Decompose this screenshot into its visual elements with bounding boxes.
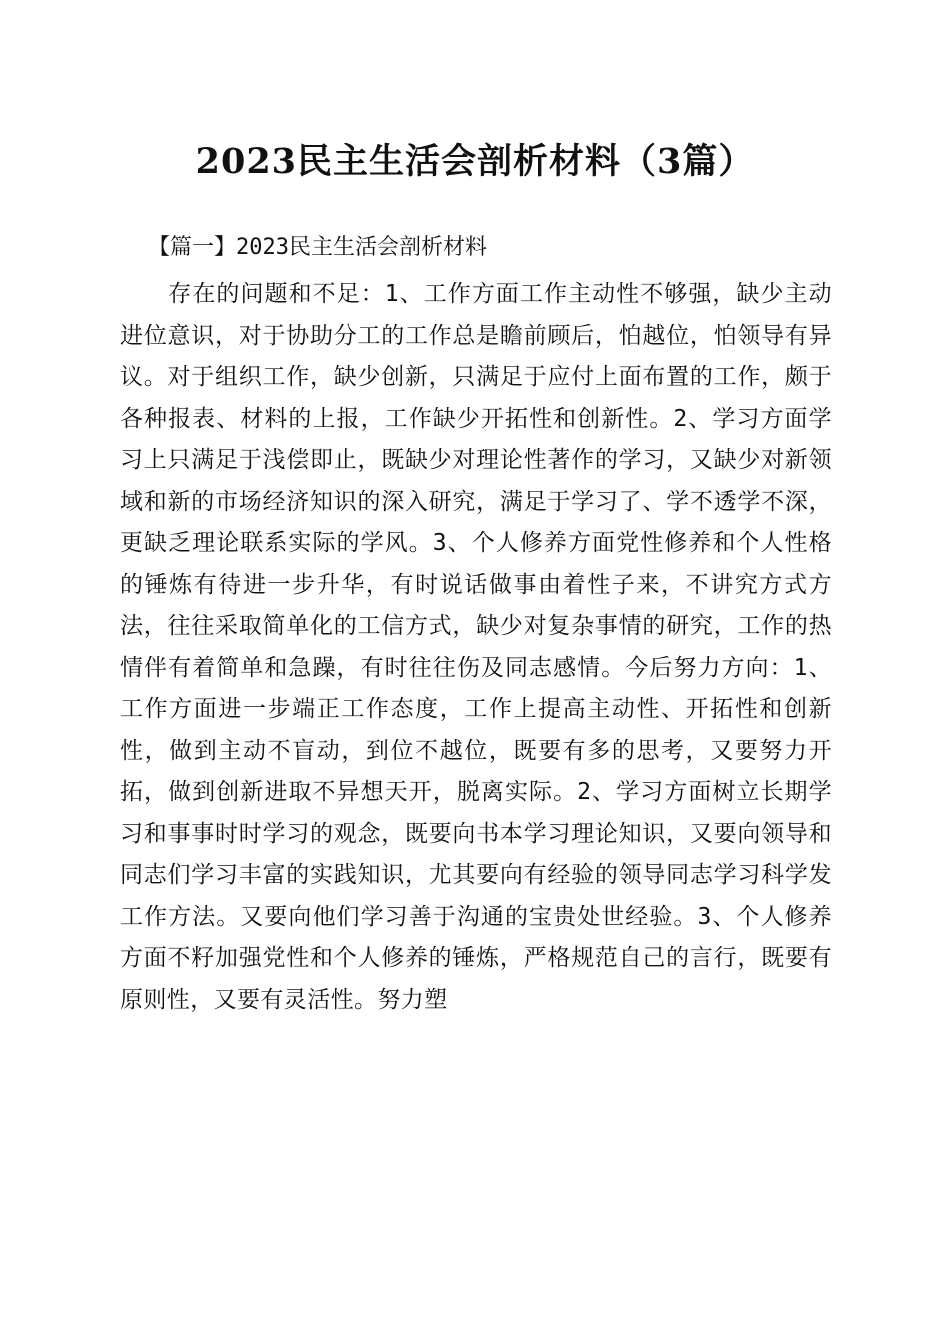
section-heading: 【篇一】2023民主生活会剖析材料 [148, 235, 487, 260]
body-paragraph: 存在的问题和不足：1、工作方面工作主动性不够强，缺少主动进位意识，对于协助分工的工作总是瞻前顾后，怕越位，怕领导有异议。对于组织工作，缺少创新，只满足于应付上面布置的工作，颇于各种报表、材料的上报，工作缺少开拓性和创新性。2、学习方面学习上只满足于浅偿即止，既缺少对理论性著作的学习，又缺少对新领域和新的市场经济知识的深入研究，满足于学习了、学不透学不深，更缺乏理论联系实际的学风。3、个人修养方面党性修养和个人性格的锤炼有待进一步升华，有时说话做事由着性子来，不讲究方式方法，往往采取简单化的工信方式，缺少对复杂事情的研究，工作的热情伴有着简单和急躁，有时往往伤及同志感情。今后努力方向：1、工作方面进一步端正工作态度，工作上提高主动性、开拓性和创新性，做到主动不盲动，到位不越位，既要有多的思考，又要努力开拓，做到创新进取不异想天开，脱离实际。2、学习方面树立长期学习和事事时时学习的观念，既要向书本学习理论知识，又要向领导和同志们学习丰富的实践知识，尤其要向有经验的领导同志学习科学发工作方法。又要向他们学习善于沟通的宝贵处世经验。3、个人修养方面不籽加强党性和个人修养的锤炼，严格规范自己的言行，既要有原则性，又要有灵活性。努力塑 [120, 281, 832, 1013]
document-title: 2023民主生活会剖析材料（3篇） [195, 141, 755, 182]
